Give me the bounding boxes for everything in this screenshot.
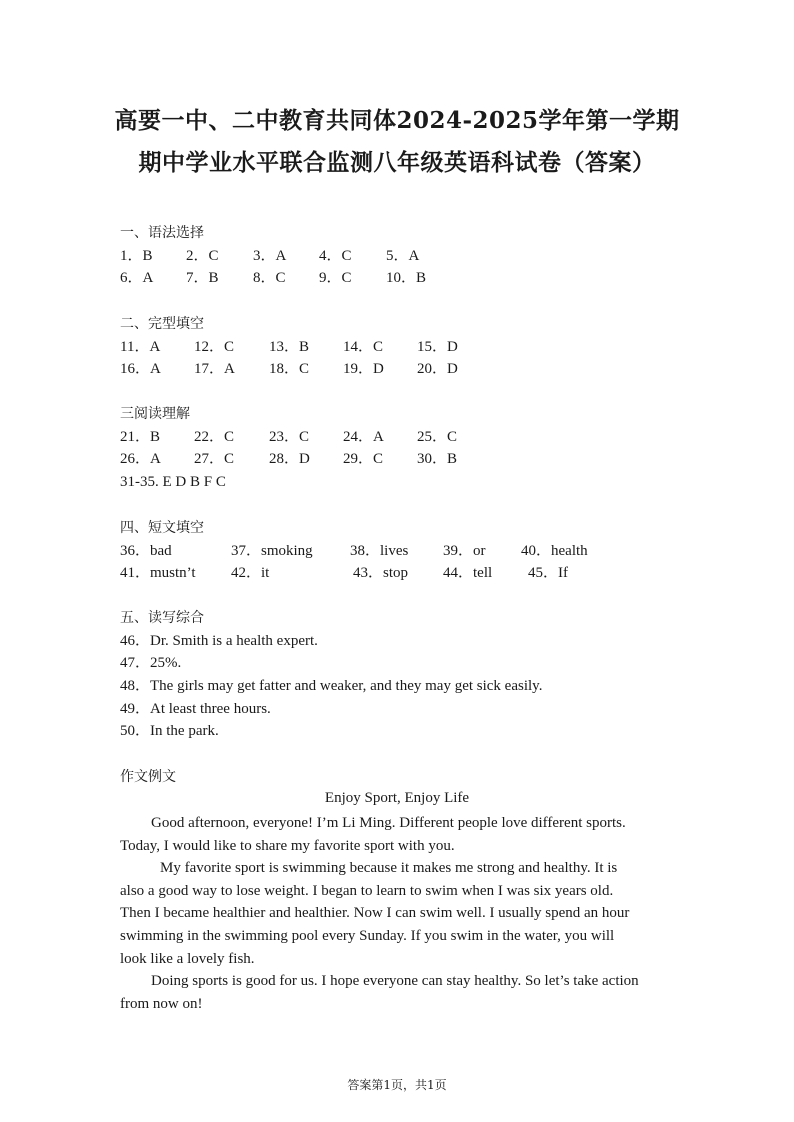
answer-item: 21．B (120, 428, 161, 445)
section-heading: 一、语法选择 (120, 225, 204, 241)
answer-item: 11．A (120, 338, 161, 355)
page-footer: 答案第1页，共1页 (347, 1078, 447, 1092)
essay-line: Good afternoon, everyone! I’m Li Ming. Different people love different sports. (151, 815, 626, 831)
answer-item: 41．mustn’t (120, 565, 196, 582)
answer-item: 40．health (521, 542, 588, 559)
answer-item: 18．C (269, 361, 310, 378)
answer-item: 12．C (194, 338, 235, 355)
answer-item: 42．it (231, 565, 270, 582)
essay-line: swimming in the swimming pool every Sunday. If you swim in the water, you will (120, 927, 615, 944)
answer-item: 24．A (343, 428, 384, 445)
answer-item: 6．A (120, 270, 154, 287)
answer-item: 22．C (194, 428, 235, 445)
answer-line: 50．In the park. (120, 723, 219, 740)
answer-item: 10．B (386, 270, 427, 287)
answer-line: 47．25%. (120, 655, 182, 672)
answer-item: 2．C (186, 247, 219, 264)
section-reading-writing (120, 607, 542, 743)
answer-item: 3．A (253, 247, 287, 264)
essay-heading-block (120, 766, 176, 789)
section-heading: 二、完型填空 (120, 316, 204, 332)
answer-item: 19．D (343, 361, 384, 378)
answer-item: 26．A (120, 451, 161, 468)
essay-line: from now on! (120, 995, 203, 1012)
answer-row (120, 267, 427, 290)
answer-item: 28．D (269, 451, 310, 468)
essay-line: look like a lovely fish. (120, 950, 255, 967)
answer-item: 44．tell (443, 565, 493, 582)
essay-line: Today, I would like to share my favorite sport with you. (120, 837, 455, 854)
answer-row (120, 426, 458, 449)
answer-item: 23．C (269, 428, 310, 445)
answer-item: 30．B (417, 451, 458, 468)
answer-row-matching: 31-35. E D B F C (120, 474, 226, 491)
answer-item: 9．C (319, 270, 352, 287)
answer-item: 13．B (269, 338, 310, 355)
answer-row (120, 448, 458, 471)
answer-item: 15．D (417, 338, 458, 355)
answer-line: 49．At least three hours. (120, 700, 271, 717)
essay-line: Doing sports is good for us. I hope everyone can stay healthy. So let’s take action (151, 973, 639, 990)
answer-item: 17．A (194, 361, 235, 378)
essay-line: also a good way to lose weight. I began to learn to swim when I was six years old. (120, 882, 614, 899)
section-heading: 三阅读理解 (120, 406, 190, 422)
answer-item: 45．If (528, 565, 568, 582)
answer-item: 20．D (417, 361, 458, 378)
answer-item: 1．B (120, 247, 153, 264)
essay-line: My favorite sport is swimming because it makes me strong and healthy. It is (160, 860, 618, 877)
answer-item: 36．bad (120, 542, 172, 559)
page-title-line-1: 高要一中、二中教育共同体2024-2025学年第一学期 (114, 107, 680, 134)
answer-line: 46．Dr. Smith is a health expert. (120, 632, 318, 649)
section-reading-comprehension (120, 403, 458, 494)
answer-item: 27．C (194, 451, 235, 468)
section-passage-fill (120, 517, 588, 585)
section-heading: 四、短文填空 (120, 520, 204, 536)
essay-heading: 作文例文 (120, 769, 176, 785)
section-heading: 五、读写综合 (120, 610, 204, 626)
answer-item: 29．C (343, 451, 384, 468)
essay-title: Enjoy Sport, Enjoy Life (324, 790, 470, 806)
answer-item: 37．smoking (231, 542, 313, 559)
answer-item: 39．or (443, 542, 486, 559)
section-grammar-choice (120, 222, 427, 290)
answer-item: 43．stop (353, 565, 409, 582)
answer-item: 4．C (319, 247, 352, 264)
answer-row (120, 245, 420, 268)
answer-item: 8．C (253, 270, 286, 287)
answer-row (120, 358, 458, 381)
page-title-line-2: 期中学业水平联合监测八年级英语科试卷（答案） (138, 149, 656, 176)
answer-row (120, 562, 568, 585)
answer-item: 16．A (120, 361, 161, 378)
answer-item: 25．C (417, 428, 458, 445)
essay-line: Then I became healthier and healthier. Now I can swim well. I usually spend an hour (120, 905, 630, 922)
answer-item: 7．B (186, 270, 219, 287)
answer-row (120, 540, 588, 563)
answer-item: 14．C (343, 338, 384, 355)
answer-item: 38．lives (350, 542, 409, 559)
answer-line: 48．The girls may get fatter and weaker, and they may get sick easily. (120, 678, 543, 695)
section-cloze (120, 313, 458, 381)
answer-item: 5．A (386, 247, 420, 264)
essay-body (120, 812, 680, 1015)
answer-row (120, 336, 458, 359)
